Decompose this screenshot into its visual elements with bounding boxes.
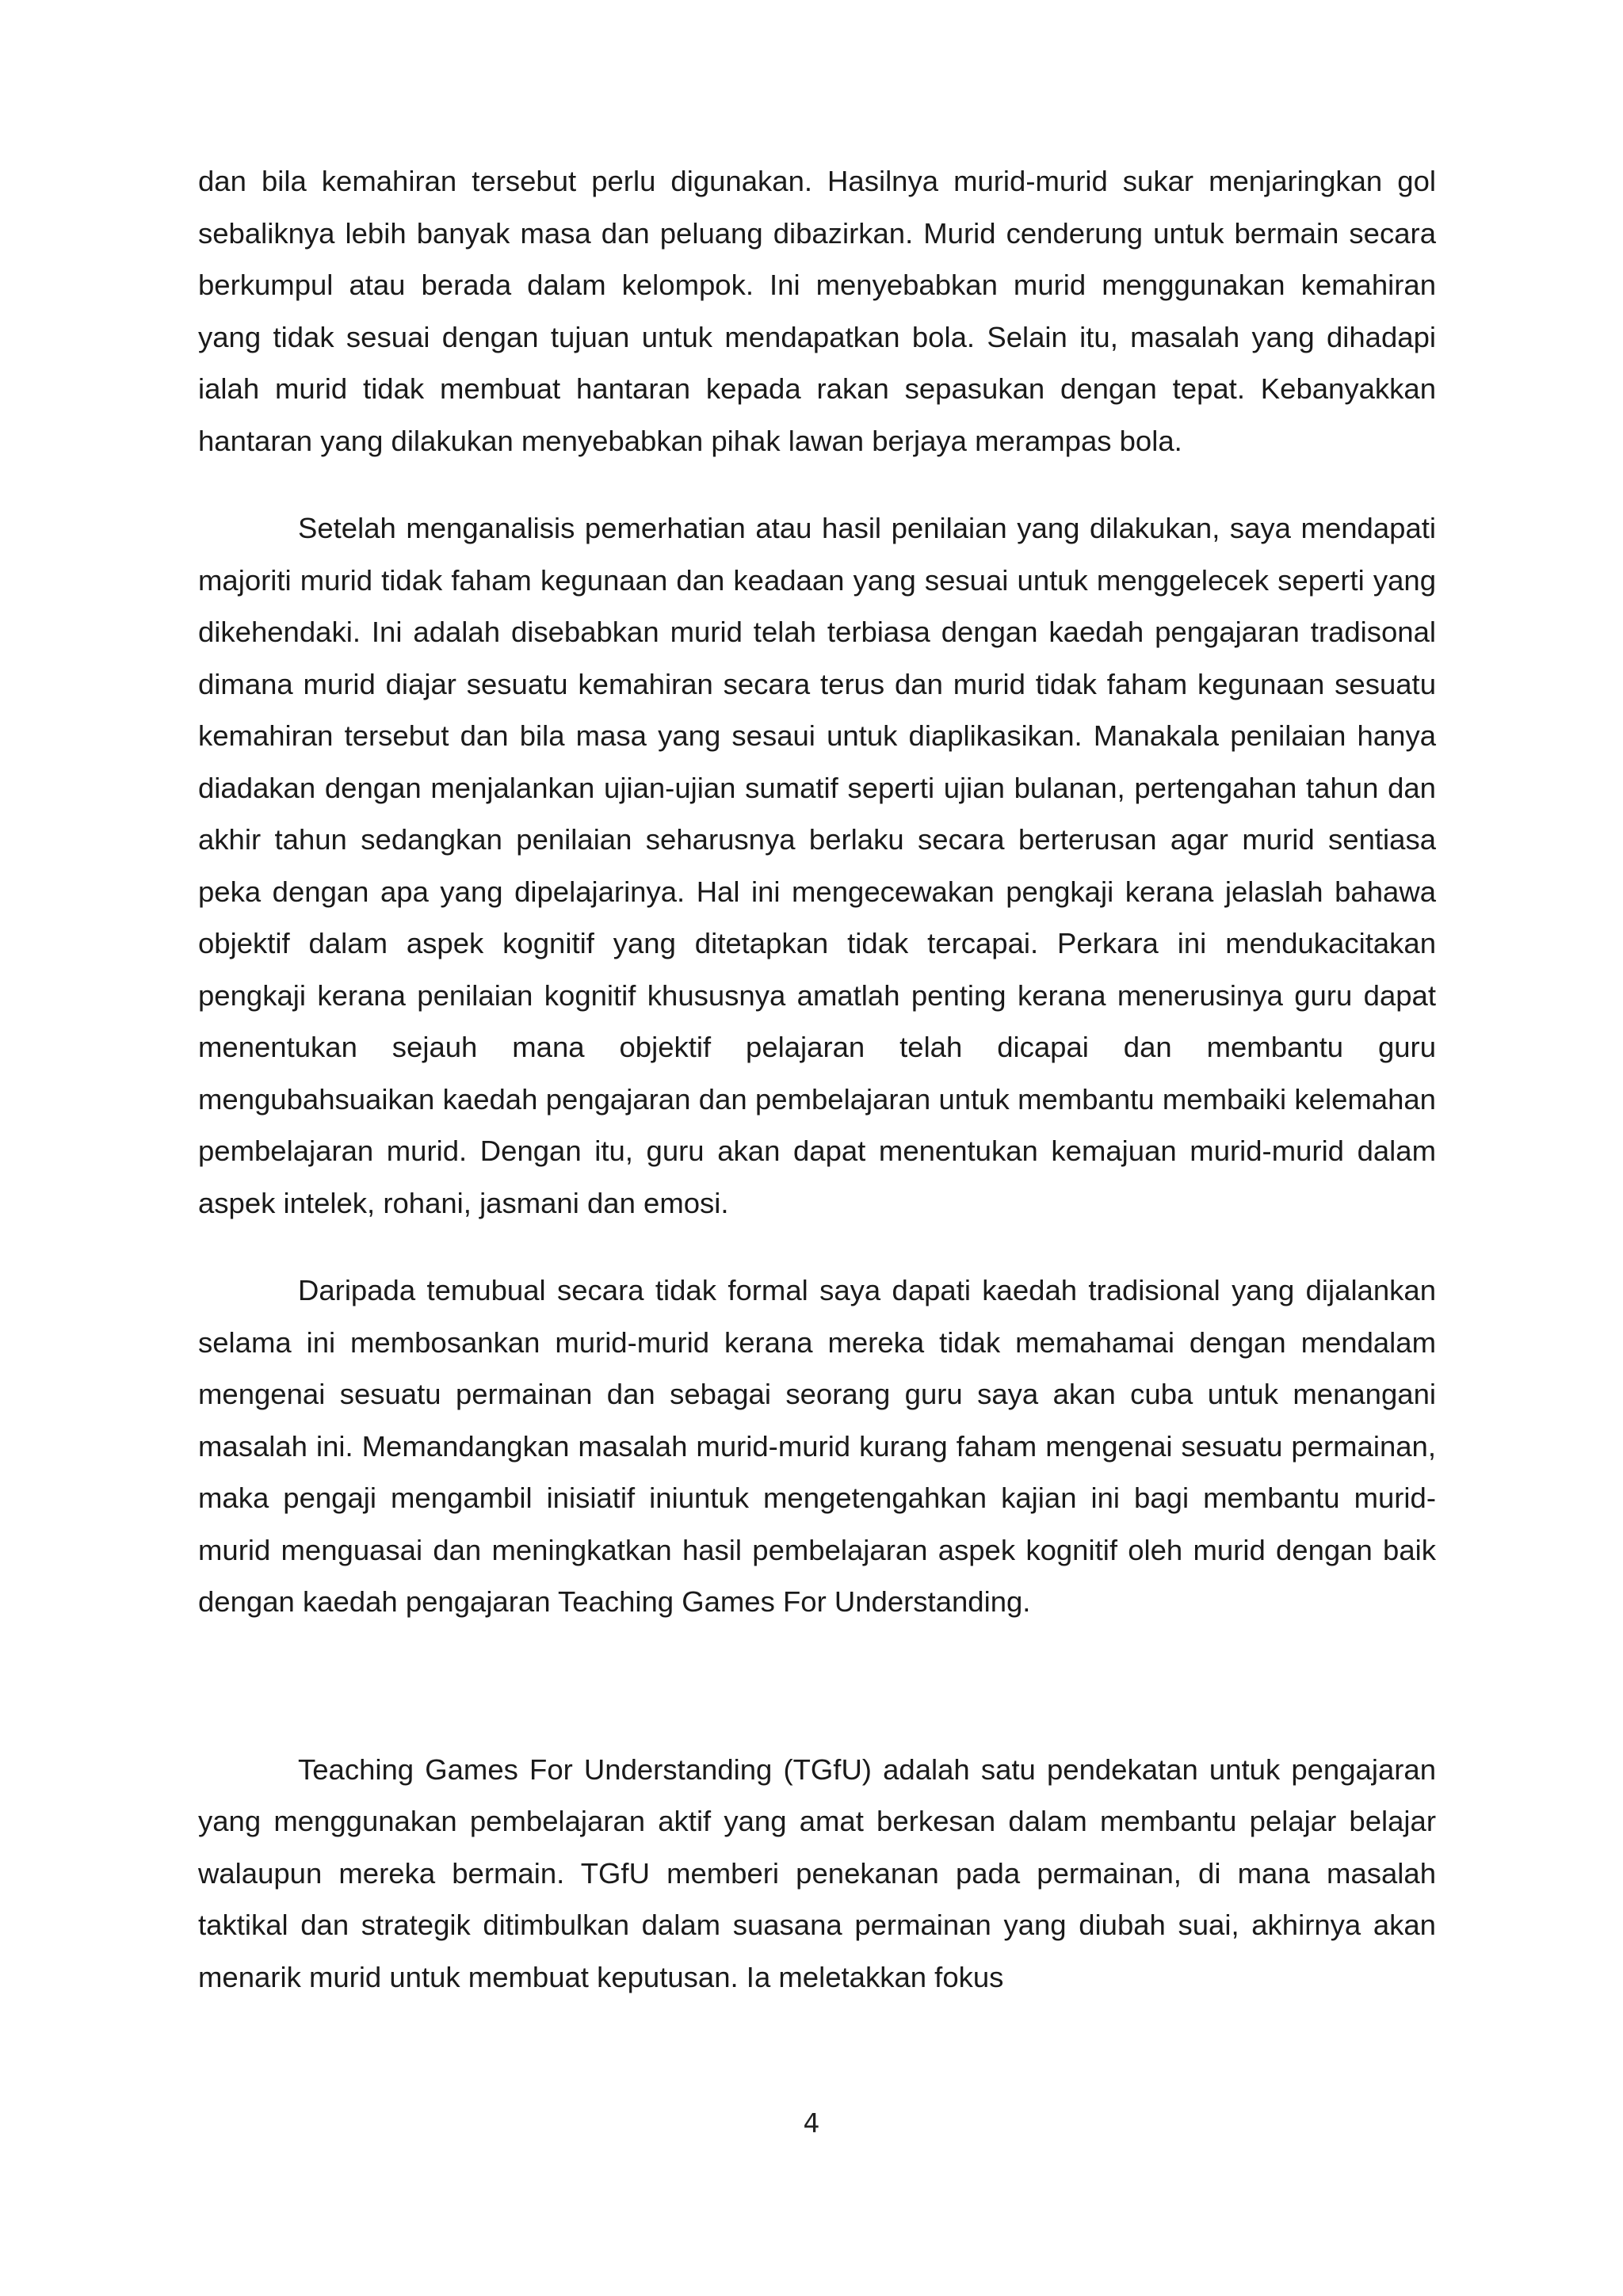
paragraph-2: Setelah menganalisis pemerhatian atau hasil penilaian yang dilakukan, saya mendapati majoriti murid tidak faham kegunaan dan keadaan yang sesuai untuk menggelecek seperti yang dikehendaki. Ini adalah disebabkan murid telah terbiasa dengan kaedah pengajaran tradisonal dimana murid diajar sesuatu kemahiran secara terus dan murid tidak faham kegunaan sesuatu kemahiran tersebut dan bila masa yang sesaui untuk diaplikasikan. Manakala penilaian hanya diadakan dengan menjalankan ujian-ujian sumatif seperti ujian bulanan, pertengahan tahun dan akhir tahun sedangkan penilaian seharusnya berlaku secara berterusan agar murid sentiasa peka dengan apa yang dipelajarinya. Hal ini mengecewakan pengkaji kerana jelaslah bahawa objektif dalam aspek kognitif yang ditetapkan tidak tercapai. Perkara ini mendukacitakan pengkaji kerana penilaian kognitif khususnya amatlah penting kerana menerusinya guru dapat menentukan sejauh mana objektif pelajaran telah dicapai dan membantu guru mengubahsuaikan kaedah pengajaran dan pembelajaran untuk membantu membaiki kelemahan pembelajaran murid. Dengan itu, guru akan dapat menentukan kemajuan murid-murid dalam aspek intelek, rohani, jasmani dan emosi.	[198, 512, 1436, 1219]
page-number: 4	[803, 2107, 820, 2138]
paragraph-4: Teaching Games For Understanding (TGfU) adalah satu pendekatan untuk pengajaran yang menggunakan pembelajaran aktif yang amat berkesan dalam membantu pelajar belajar walaupun mereka bermain. TGfU memberi penekanan pada permainan, di mana masalah taktikal dan strategik ditimbulkan dalam suasana permainan yang diubah suai, akhirnya akan menarik murid untuk membuat keputusan. Ia meletakkan fokus	[198, 1753, 1436, 1993]
paragraph-1: dan bila kemahiran tersebut perlu digunakan. Hasilnya murid-murid sukar menjaringkan gol sebaliknya lebih banyak masa dan peluang dibazirkan. Murid cenderung untuk bermain secara berkumpul atau berada dalam kelompok. Ini menyebabkan murid menggunakan kemahiran yang tidak sesuai dengan tujuan untuk mendapatkan bola. Selain itu, masalah yang dihadapi ialah murid tidak membuat hantaran kepada rakan sepasukan dengan tepat. Kebanyakkan hantaran yang dilakukan menyebabkan pihak lawan berjaya merampas bola.	[198, 165, 1436, 457]
paragraph-3: Daripada temubual secara tidak formal saya dapati kaedah tradisional yang dijalankan selama ini membosankan murid-murid kerana mereka tidak memahamai dengan mendalam mengenai sesuatu permainan dan sebagai seorang guru saya akan cuba untuk menangani masalah ini. Memandangkan masalah murid-murid kurang faham mengenai sesuatu permainan, maka pengaji mengambil inisiatif iniuntuk mengetengahkan kajian ini bagi membantu murid-murid menguasai dan meningkatkan hasil pembelajaran aspek kognitif oleh murid dengan baik dengan kaedah pengajaran Teaching Games For Understanding.	[198, 1274, 1436, 1618]
document-body	[198, 155, 1436, 2003]
